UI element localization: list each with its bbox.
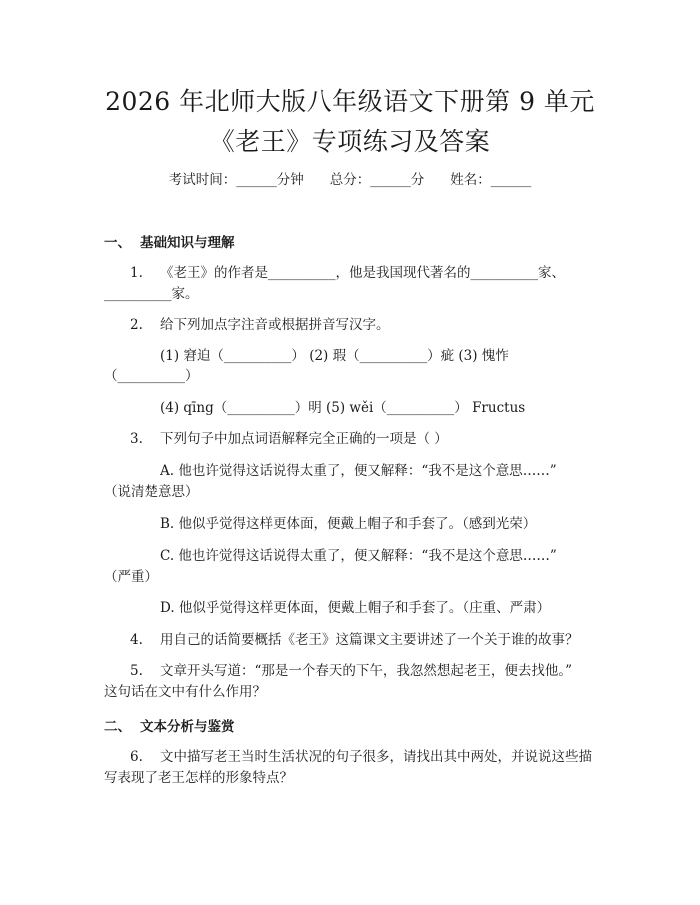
total-score: 总分：______分 xyxy=(329,172,425,188)
question-text: 给下列加点字注音或根据拼音写汉字。 xyxy=(160,317,390,333)
question-6-line-1 xyxy=(130,749,592,765)
question-text: 用自己的话简要概括《老王》这篇课文主要讲述了一个关于谁的故事？ xyxy=(160,632,579,648)
question-number: 1. xyxy=(130,265,143,281)
question-text: 下列句子中加点词语解释完全正确的一项是（ ） xyxy=(160,431,448,447)
question-2 xyxy=(130,317,390,333)
exam-time: 考试时间：______分钟 xyxy=(168,172,304,188)
question-6-line-2: 写表现了老王怎样的形象特点？ xyxy=(104,770,293,786)
question-2-row-1: (1) 窘迫（__________） (2) 瑕（__________）疵 (3) 愧怍 xyxy=(160,348,509,364)
question-3 xyxy=(130,431,448,447)
question-5-line-1 xyxy=(130,663,572,679)
title-line-1: 2026 年北师大版八年级语文下册第 9 单元 xyxy=(105,87,595,116)
question-4 xyxy=(130,632,579,648)
question-number: 4. xyxy=(130,632,143,648)
section-number: 一、 xyxy=(104,235,131,251)
question-2-row-1-cont: （__________） xyxy=(104,368,199,384)
question-text: 文章开头写道：“那是一个春天的下午，我忽然想起老王，便去找他。” xyxy=(160,663,573,679)
option-c-cont: （严重） xyxy=(104,569,158,585)
question-number: 6. xyxy=(130,749,143,765)
title-line-2: 《老王》专项练习及答案 xyxy=(209,127,491,156)
section-number: 二、 xyxy=(104,719,131,735)
question-number: 3. xyxy=(130,431,143,447)
section-label: 基础知识与理解 xyxy=(140,235,235,251)
option-d: D. 他似乎觉得这样更体面，便戴上帽子和手套了。（庄重、严肃） xyxy=(160,600,551,616)
question-2-row-2: (4) qīng（__________）明 (5) wěi（__________） Fructus xyxy=(160,400,526,416)
question-number: 2. xyxy=(130,317,143,333)
question-5-line-2: 这句话在文中有什么作用？ xyxy=(104,684,266,700)
section-label: 文本分析与鉴赏 xyxy=(140,719,235,735)
exam-meta xyxy=(0,168,700,188)
section-heading-2 xyxy=(104,715,235,735)
question-1-line-1 xyxy=(130,265,565,281)
option-c: C. 他也许觉得这话说得太重了，便又解释：“我不是这个意思……” xyxy=(160,548,557,564)
option-a: A. 他也许觉得这话说得太重了，便又解释：“我不是这个意思……” xyxy=(160,463,557,479)
option-b: B. 他似乎觉得这样更体面，便戴上帽子和手套了。（感到光荣） xyxy=(160,516,537,532)
question-text: 《老王》的作者是__________，他是我国现代著名的__________家、 xyxy=(160,265,565,281)
question-text: 文中描写老王当时生活状况的句子很多，请找出其中两处，并说说这些描 xyxy=(160,749,592,765)
option-a-cont: （说清楚意思） xyxy=(104,484,199,500)
section-heading-1 xyxy=(104,231,235,251)
question-number: 5. xyxy=(130,663,143,679)
student-name: 姓名：______ xyxy=(450,172,532,188)
question-1-line-2: __________家。 xyxy=(104,286,199,302)
